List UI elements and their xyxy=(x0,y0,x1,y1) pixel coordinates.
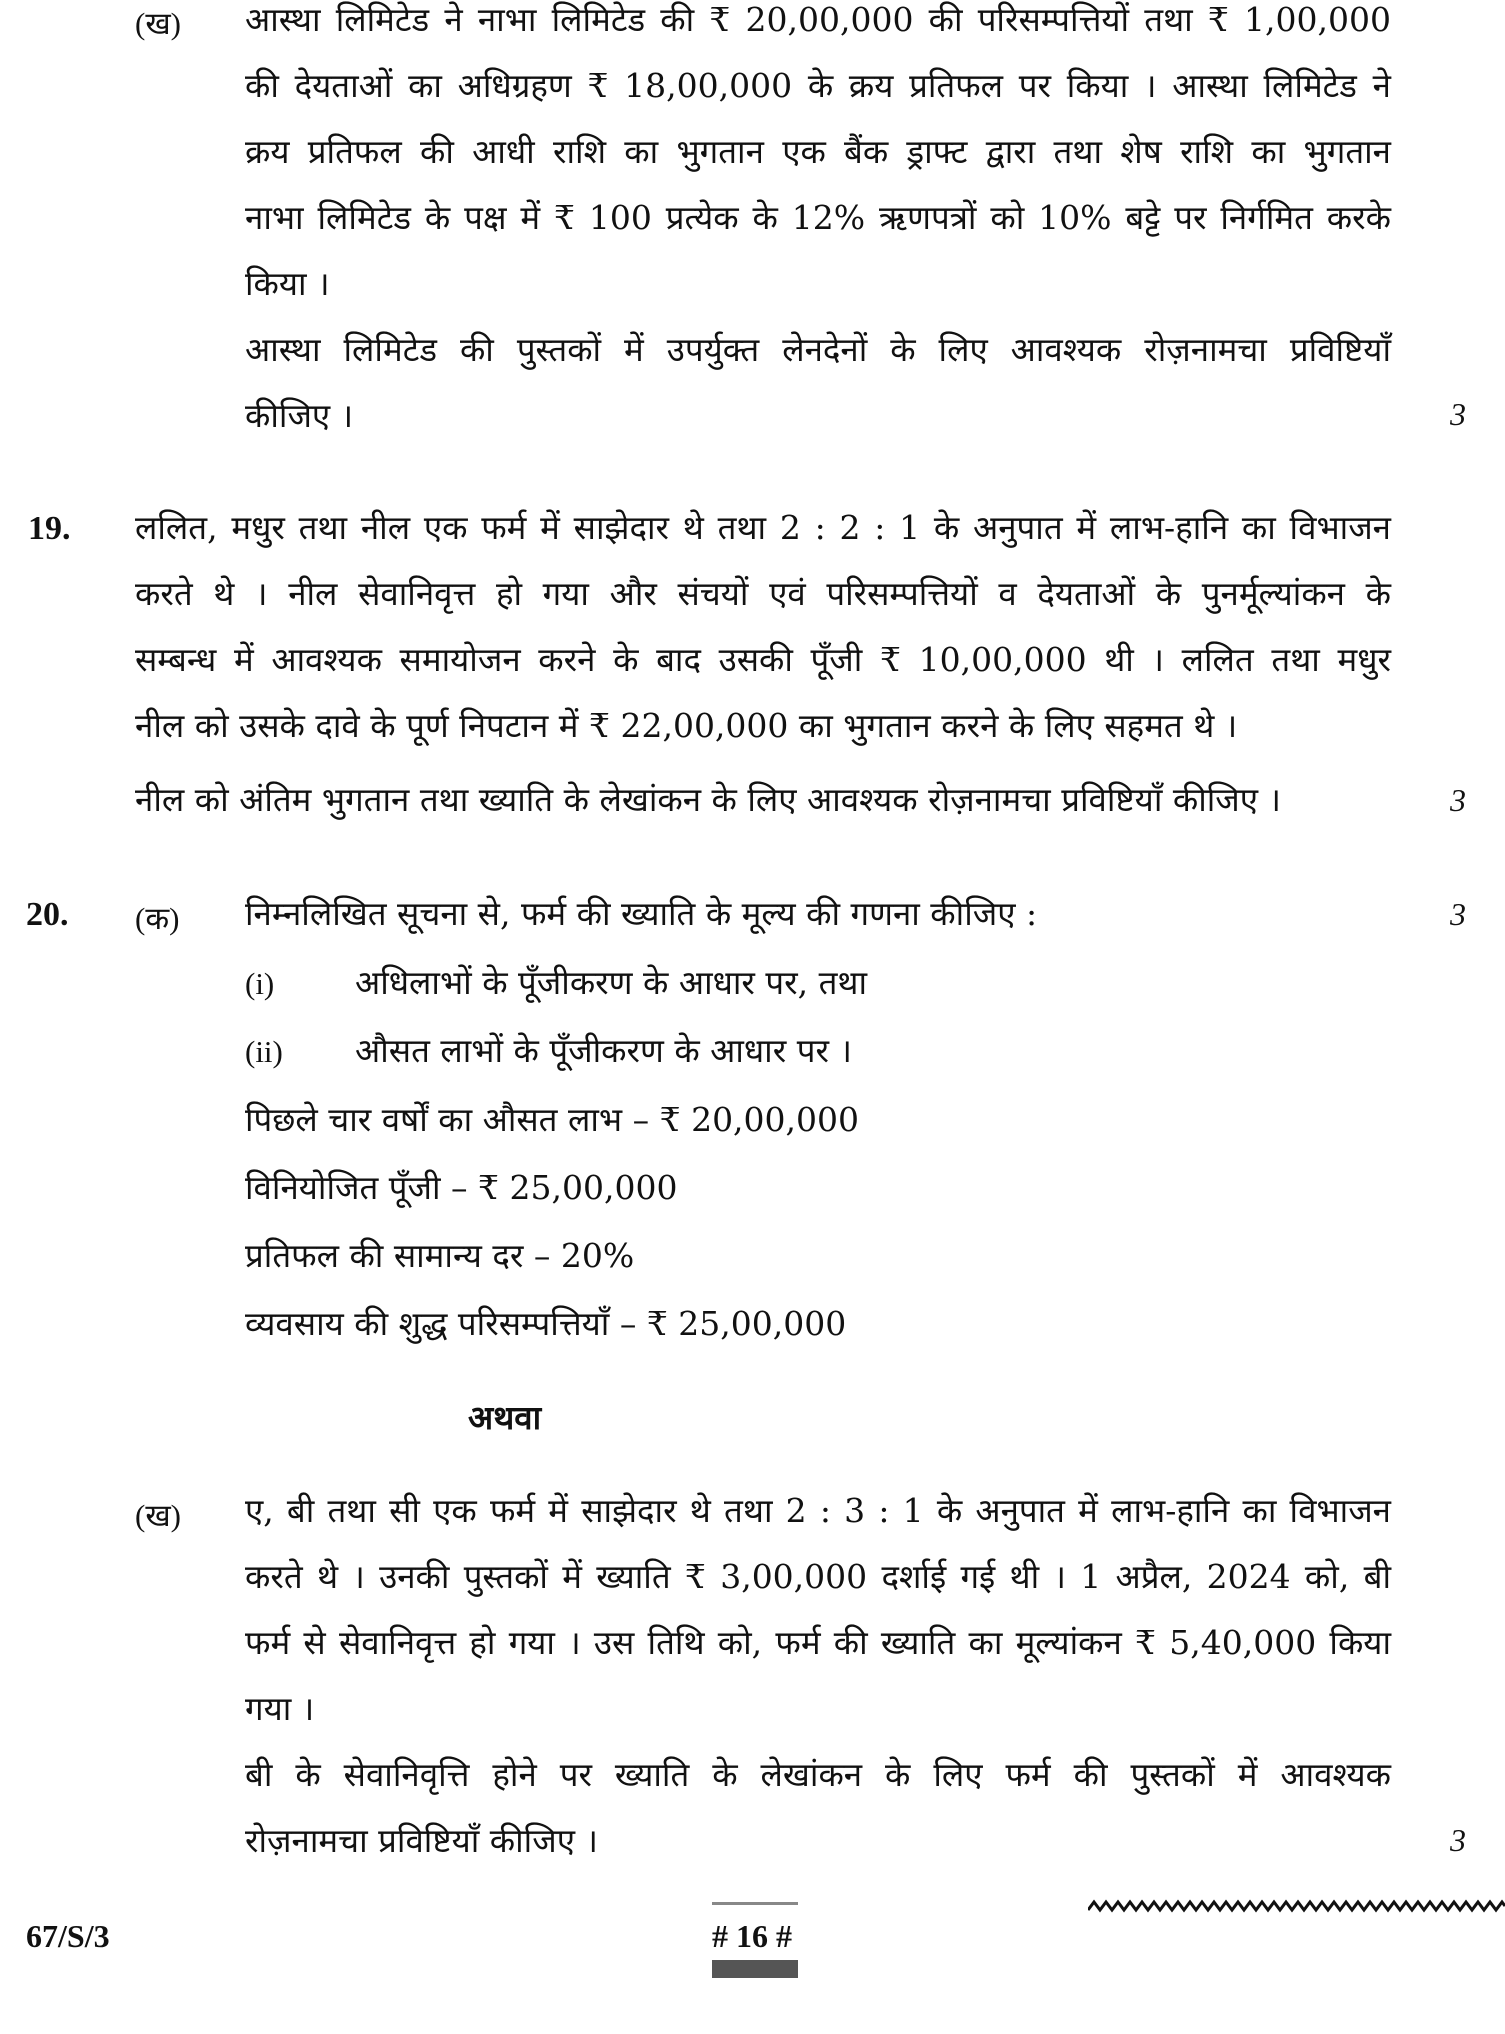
q18b-instruction: आस्था लिमिटेड की पुस्तकों में उपर्युक्त लेनदेनों के लिए आवश्यक रोज़नामचा प्रविष्टियाँ xyxy=(245,330,1391,369)
q18b-line: की देयताओं का अधिग्रहण ₹ 18,00,000 के क्रय प्रतिफल पर किया । आस्था लिमिटेड ने xyxy=(245,66,1391,105)
page-number-bar xyxy=(712,1960,798,1978)
q20a-text: निम्नलिखित सूचना से, फर्म की ख्याति के मूल्य की गणना कीजिए : xyxy=(245,894,1038,933)
q20b-instruction: बी के सेवानिवृत्ति होने पर ख्याति के लेखांकन के लिए फर्म की पुस्तकों में आवश्यक xyxy=(245,1755,1391,1794)
q20b-line: फर्म से सेवानिवृत्त हो गया । उस तिथि को, फर्म की ख्याति का मूल्यांकन ₹ 5,40,000 किया xyxy=(245,1623,1391,1662)
q20a-part-text: अधिलाभों के पूँजीकरण के आधार पर, तथा xyxy=(355,963,868,1002)
q18b-marks: 3 xyxy=(1450,396,1466,432)
paper-code: 67/S/3 xyxy=(26,1918,110,1954)
page-number: # 16 # xyxy=(712,1918,792,1954)
page-number-rule xyxy=(712,1902,798,1905)
q20a-part-text: औसत लाभों के पूँजीकरण के आधार पर । xyxy=(355,1031,852,1070)
q20b-instruction: रोज़नामचा प्रविष्टियाँ कीजिए । xyxy=(245,1821,598,1860)
q20b-line: गया । xyxy=(245,1689,315,1728)
q20a-data-item: पिछले चार वर्षों का औसत लाभ – ₹ 20,00,000 xyxy=(245,1100,860,1139)
q18b-label: (ख) xyxy=(135,6,182,41)
q20a-label: (क) xyxy=(135,901,180,936)
q20b-line: करते थे । उनकी पुस्तकों में ख्याति ₹ 3,00,000 दर्शाई गई थी । 1 अप्रैल, 2024 को, बी xyxy=(245,1557,1391,1596)
q19-line: ललित, मधुर तथा नील एक फर्म में साझेदार थे तथा 2 : 2 : 1 के अनुपात में लाभ-हानि का विभाजन xyxy=(135,508,1391,547)
q20b-label: (ख) xyxy=(135,1498,182,1533)
q20a-marks: 3 xyxy=(1450,896,1466,932)
q18b-line: किया । xyxy=(245,264,330,303)
q20a-part-label: (i) xyxy=(245,966,275,1001)
q19-number: 19. xyxy=(28,510,71,547)
q20b-line: ए, बी तथा सी एक फर्म में साझेदार थे तथा 2 : 3 : 1 के अनुपात में लाभ-हानि का विभाजन xyxy=(245,1491,1391,1530)
q18b-instruction: कीजिए । xyxy=(245,396,354,435)
q20-number: 20. xyxy=(26,896,69,933)
q20a-part-label: (ii) xyxy=(245,1034,283,1069)
wavy-line-decoration xyxy=(1088,1894,1505,1918)
q18b-line: क्रय प्रतिफल की आधी राशि का भुगतान एक बैंक ड्राफ्ट द्वारा तथा शेष राशि का भुगतान xyxy=(245,132,1391,171)
q20b-marks: 3 xyxy=(1450,1822,1466,1858)
q20a-data-item: व्यवसाय की शुद्ध परिसम्पत्तियाँ – ₹ 25,00,000 xyxy=(245,1304,847,1343)
or-separator: अथवा xyxy=(468,1398,542,1437)
q20a-data-item: विनियोजित पूँजी – ₹ 25,00,000 xyxy=(245,1168,678,1207)
q20a-data-item: प्रतिफल की सामान्य दर – 20% xyxy=(245,1236,635,1275)
q19-line: करते थे । नील सेवानिवृत्त हो गया और संचयों एवं परिसम्पत्तियों व देयताओं के पुनर्मूल्यांकन के xyxy=(135,574,1391,613)
q19-marks: 3 xyxy=(1450,782,1466,818)
q19-instruction: नील को अंतिम भुगतान तथा ख्याति के लेखांकन के लिए आवश्यक रोज़नामचा प्रविष्टियाँ कीजिए । xyxy=(135,780,1282,819)
q18b-line: नाभा लिमिटेड के पक्ष में ₹ 100 प्रत्येक के 12% ऋणपत्रों को 10% बट्टे पर निर्गमित करके xyxy=(245,198,1391,237)
q19-line: सम्बन्ध में आवश्यक समायोजन करने के बाद उसकी पूँजी ₹ 10,00,000 थी । ललित तथा मधुर xyxy=(135,640,1391,679)
q19-line: नील को उसके दावे के पूर्ण निपटान में ₹ 22,00,000 का भुगतान करने के लिए सहमत थे । xyxy=(135,706,1238,745)
q18b-line: आस्था लिमिटेड ने नाभा लिमिटेड की ₹ 20,00,000 की परिसम्पत्तियों तथा ₹ 1,00,000 xyxy=(245,0,1391,39)
